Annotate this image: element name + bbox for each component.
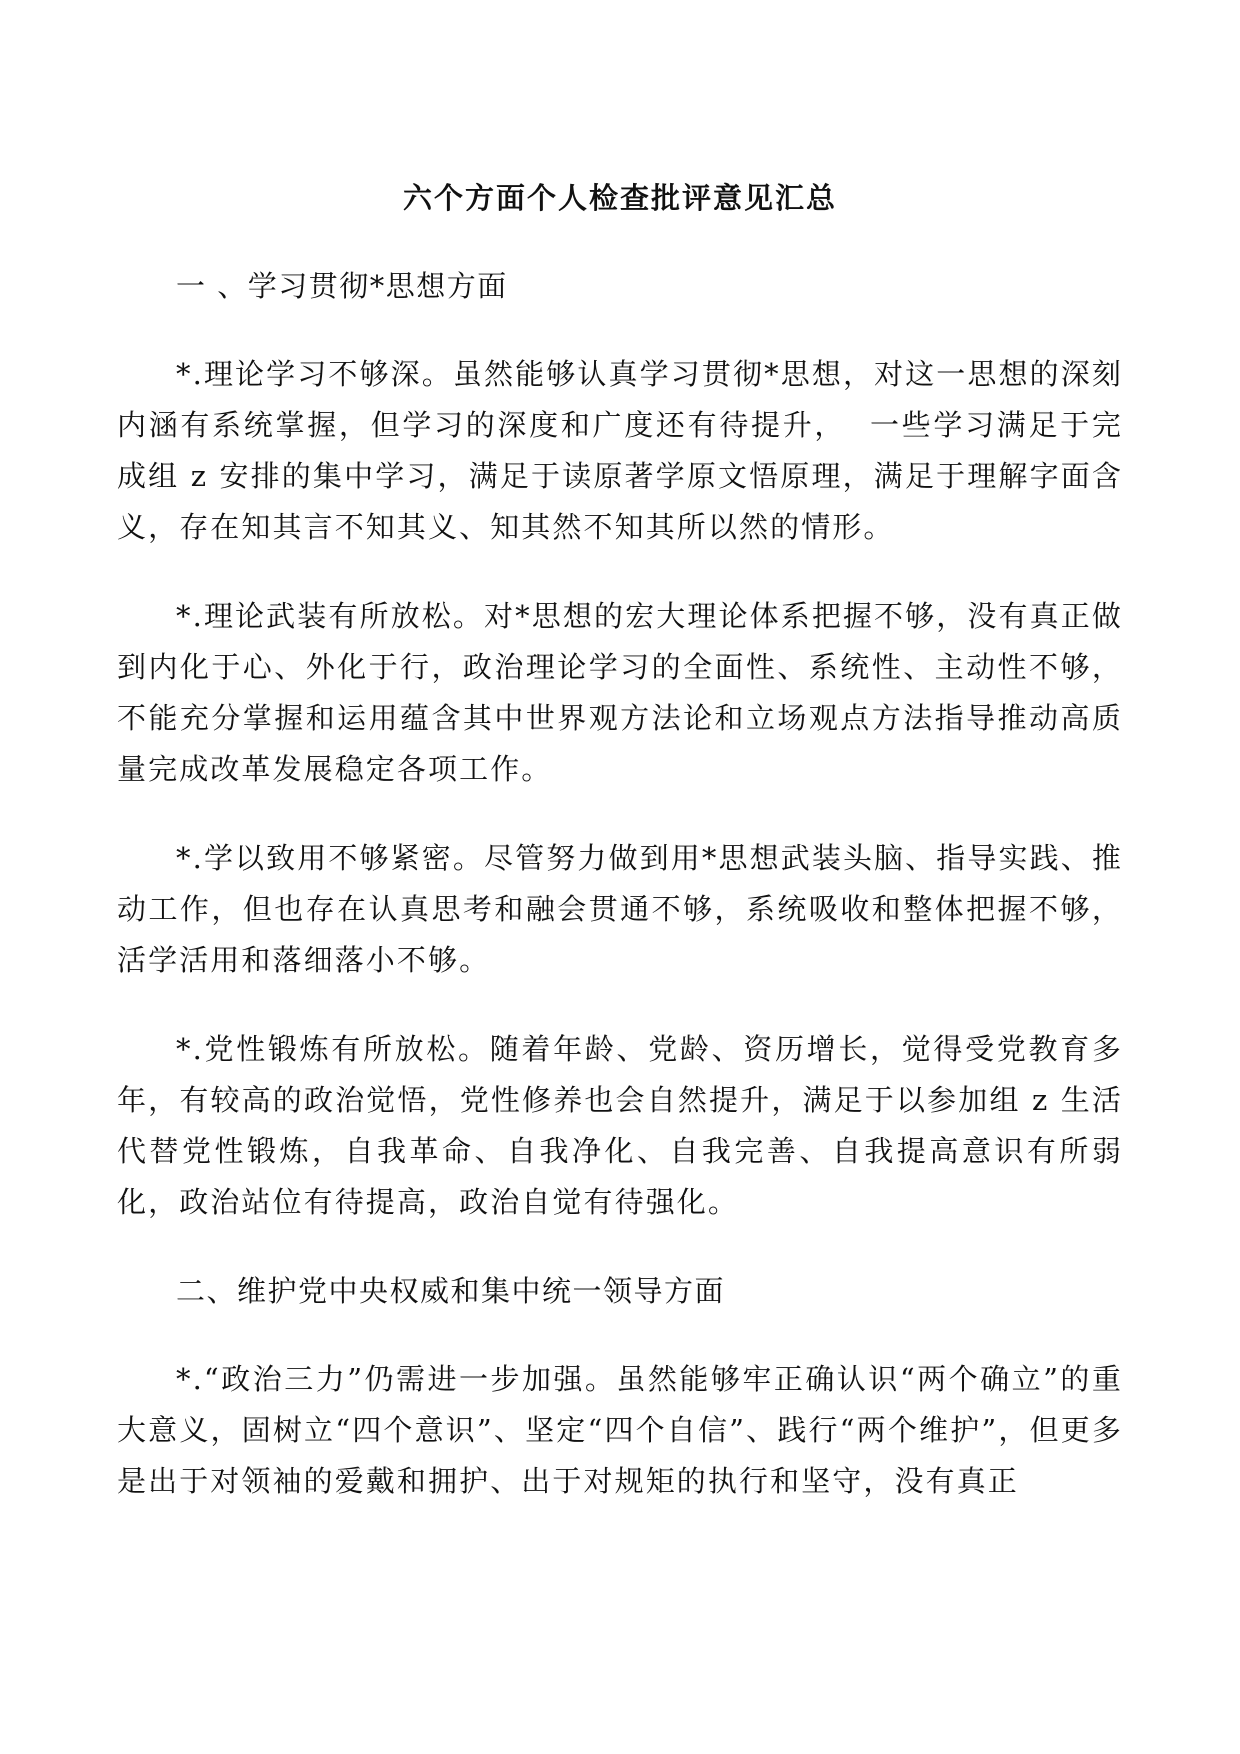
paragraph-2-1: *.“政治三力”仍需进一步加强。虽然能够牢正确认识“两个确立”的重大意义，固树立“四个意识”、坚定“四个自信”、践行“两个维护”，但更多是出于对领袖的爱戴和拥护、出于对规矩的执行和坚守，没有真正 (117, 1362, 1123, 1498)
paragraph-1-3: *.学以致用不够紧密。尽管努力做到用*思想武装头脑、指导实践、推动工作，但也存在认真思考和融会贯通不够，系统吸收和整体把握不够，活学活用和落细落小不够。 (117, 841, 1123, 977)
section-heading-2: 二、维护党中央权威和集中统一领导方面 (176, 1274, 726, 1308)
paragraph-1-2: *.理论武装有所放松。对*思想的宏大理论体系把握不够，没有真正做到内化于心、外化于行，政治理论学习的全面性、系统性、主动性不够，不能充分掌握和运用蕴含其中世界观方法论和立场观点方法指导推动高质量完成改革发展稳定各项工作。 (117, 599, 1123, 786)
paragraph-1-4: *.党性锻炼有所放松。随着年龄、党龄、资历增长，觉得受党教育多年，有较高的政治觉悟，党性修养也会自然提升，满足于以参加组 z 生活代替党性锻炼，自我革命、自我净化、自我完善、自我提高意识有所弱化，政治站位有待提高，政治自觉有待强化。 (117, 1032, 1123, 1219)
document-page (117, 160, 1123, 1545)
document-title: 六个方面个人检查批评意见汇总 (402, 181, 837, 215)
paragraph-1-1: *.理论学习不够深。虽然能够认真学习贯彻*思想，对这一思想的深刻内涵有系统掌握，但学习的深度和广度还有待提升， 一些学习满足于完成组 z 安排的集中学习，满足于读原著学原文悟原理，满足于理解字面含义，存在知其言不知其义、知其然不知其所以然的情形。 (117, 357, 1123, 544)
section-heading-1: 一 、学习贯彻*思想方面 (176, 269, 508, 303)
